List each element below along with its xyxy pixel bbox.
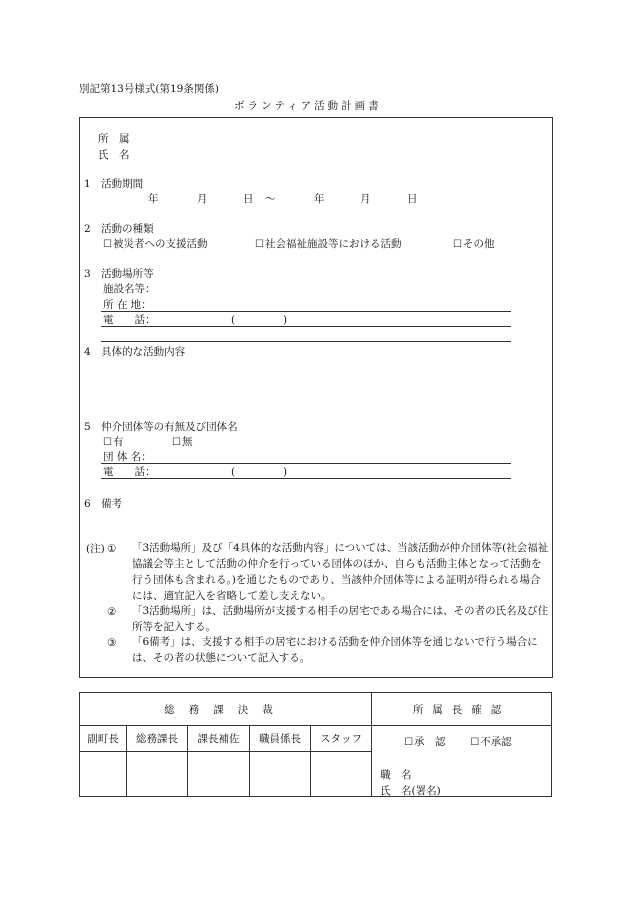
note1-text: 「3活動場所」及び「4具体的な活動内容」については、当該活動が仲介団体等(社会福祉協議会等主として活動の仲介を行っている団体のほか、自らも活動主体となって活動を行う団体も含まれる。)を通じたものであり、当該仲介団体等による証明が得られる場合には、適宜記入を省略して差し支えない。 — [132, 542, 549, 602]
note3-mark: ③ — [107, 637, 117, 649]
option-label: 承 認 — [414, 736, 446, 748]
checkbox-empty-icon[interactable]: ☐ — [103, 437, 112, 448]
approve-option[interactable] — [404, 736, 445, 748]
note3-text: 「6備考」は、支援する相手の居宅における活動を仲介団体等を通じないで行う場合には、その者の状態について記入する。 — [132, 636, 538, 664]
activity-type-option-other[interactable] — [453, 238, 494, 251]
org-phone-label: 電 話： — [103, 466, 156, 478]
director-name-label: 氏 名(署名) — [380, 785, 441, 797]
director-confirm-header: 所属長確認 — [372, 693, 552, 726]
note2-mark: ② — [107, 606, 117, 618]
phone-label: 電 話： — [103, 314, 156, 326]
section3-heading: 3 活動場所等 — [84, 268, 154, 280]
checkbox-empty-icon[interactable]: ☐ — [103, 239, 112, 250]
director-title-label: 職 名 — [380, 769, 412, 781]
period-year-start: 年 — [148, 193, 159, 205]
checkbox-empty-icon[interactable]: ☐ — [172, 437, 181, 448]
note2-text: 「3活動場所」は、活動場所が支援する相手の居宅である場合には、その者の氏名及び住所等を記入する。 — [132, 605, 549, 633]
stamp-cell-staff-leader[interactable] — [250, 752, 311, 797]
section5-heading: 5 仲介団体等の有無及び団体名 — [84, 421, 238, 433]
section6-heading: 6 備考 — [84, 498, 123, 510]
intermediary-option-no[interactable] — [172, 436, 192, 449]
checkbox-empty-icon[interactable]: ☐ — [470, 737, 480, 748]
option-label: 有 — [112, 436, 124, 448]
stamp-cell-general-affairs-chief[interactable] — [127, 752, 188, 797]
address-label: 所 在 地： — [103, 299, 152, 311]
disapprove-option[interactable] — [470, 736, 511, 748]
approval-table — [79, 692, 552, 797]
org-name-underline — [101, 463, 511, 464]
period-year-end: 年 — [314, 193, 325, 205]
org-phone-paren-open: ( — [231, 466, 236, 478]
general-affairs-header: 総務課決裁 — [80, 693, 372, 726]
org-name-label: 団 体 名： — [103, 451, 152, 463]
period-day-end: 日 — [407, 193, 418, 205]
option-label: 不承認 — [480, 736, 512, 748]
checkbox-empty-icon[interactable]: ☐ — [453, 239, 462, 250]
section4-heading: 4 具体的な活動内容 — [84, 346, 186, 358]
org-phone-underline — [101, 478, 511, 479]
activity-type-option-welfare[interactable] — [255, 238, 401, 251]
period-month-start: 月 — [197, 193, 208, 205]
intermediary-option-yes[interactable] — [103, 436, 123, 449]
form-title: ボランティア活動計画書 — [234, 100, 382, 112]
note1-mark: ① — [107, 543, 117, 555]
org-phone-paren-close: ) — [283, 466, 288, 478]
notes-prefix: (注) — [86, 543, 105, 555]
section1-heading: 1 活動期間 — [84, 178, 144, 190]
col-deputy-mayor: 副町長 — [80, 726, 127, 752]
checkbox-empty-icon[interactable]: ☐ — [404, 737, 414, 748]
name-label: 氏 名 — [98, 149, 130, 161]
extra-underline — [101, 341, 511, 342]
period-tilde: ～ — [265, 193, 276, 205]
col-staff: スタッフ — [311, 726, 372, 752]
director-confirm-cell — [372, 726, 552, 797]
phone-paren-close: ) — [283, 314, 288, 326]
form-reference: 別記第13号様式(第19条関係) — [79, 83, 219, 95]
option-label: 無 — [181, 436, 193, 448]
period-day-start: 日 — [243, 193, 254, 205]
col-assistant-chief: 課長補佐 — [188, 726, 250, 752]
phone-paren-open: ( — [231, 314, 236, 326]
stamp-cell-staff[interactable] — [311, 752, 372, 797]
col-staff-leader: 職員係長 — [250, 726, 311, 752]
stamp-cell-deputy-mayor[interactable] — [80, 752, 127, 797]
option-label: 被災者への支援活動 — [112, 238, 208, 250]
period-month-end: 月 — [360, 193, 371, 205]
option-label: 社会福祉施設等における活動 — [264, 238, 402, 250]
affiliation-label: 所 属 — [98, 133, 130, 145]
section2-heading: 2 活動の種類 — [84, 223, 154, 235]
phone-underline — [101, 326, 511, 327]
col-general-affairs-chief: 総務課長 — [127, 726, 188, 752]
option-label: その他 — [462, 238, 495, 250]
address-underline — [101, 311, 511, 312]
checkbox-empty-icon[interactable]: ☐ — [255, 239, 264, 250]
facility-label: 施設名等： — [103, 283, 156, 295]
stamp-cell-assistant-chief[interactable] — [188, 752, 250, 797]
activity-type-option-disaster[interactable] — [103, 238, 207, 251]
